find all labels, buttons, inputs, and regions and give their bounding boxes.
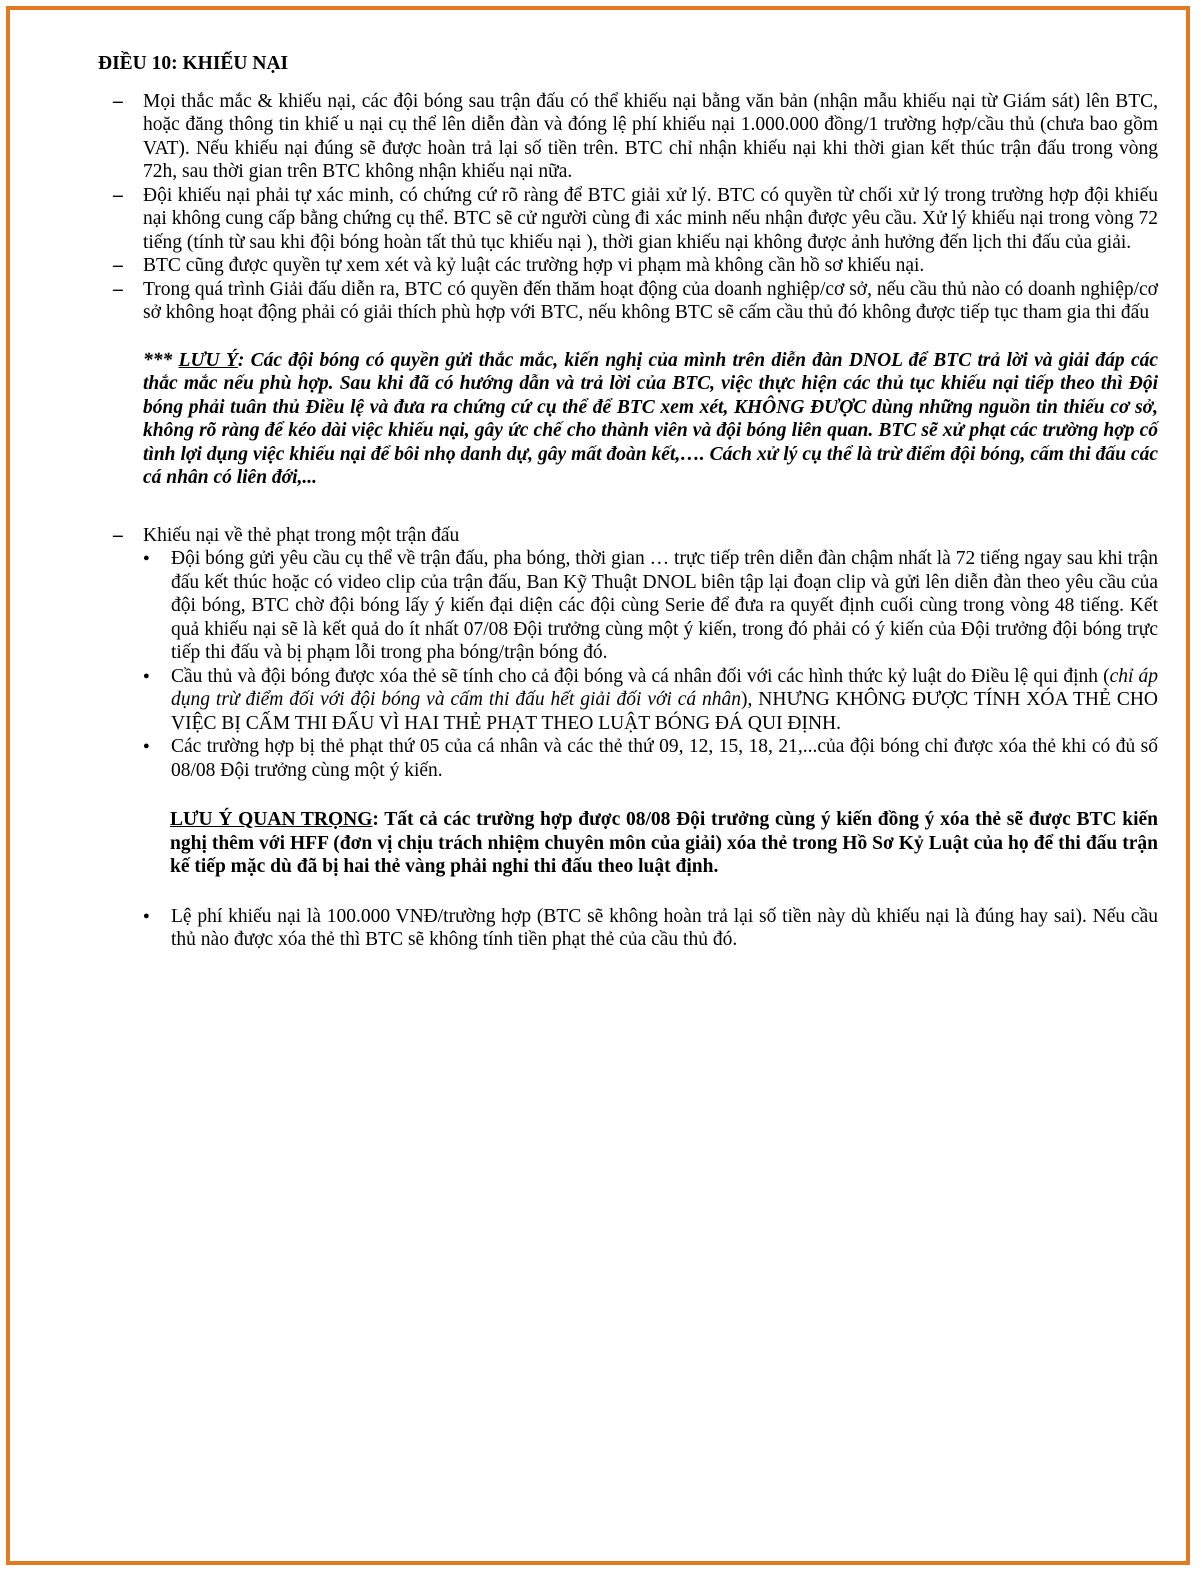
card-section-title: – Khiếu nại về thẻ phạt trong một trận đấu bbox=[98, 524, 1158, 548]
card-complaint-list bbox=[98, 524, 1158, 548]
fee-bullets bbox=[98, 905, 1158, 952]
card-bullets bbox=[98, 547, 1158, 782]
note-paragraph bbox=[143, 349, 1158, 490]
article-heading: ĐIỀU 10: KHIẾU NẠI bbox=[98, 53, 289, 74]
list-item: – Mọi thắc mắc & khiếu nại, các đội bóng sau trận đấu có thể khiếu nại bằng văn bản (nhận mẫu khiếu nại từ Giám sát) lên BTC, hoặc đăng thông tin khiế u nại cụ thể lên diễn đàn và đóng lệ phí khiếu nại 1.000.000 đồng/1 trường hợp/cầu thủ (chưa bao gồm VAT). Nếu khiếu nại đúng sẽ được hoàn trả lại số tiền trên. BTC chỉ nhận khiếu nại khi thời gian kết thúc trận đấu trong vòng 72h, sau thời gian trên BTC không nhận khiếu nại nữa. bbox=[98, 90, 1158, 184]
note-prefix: *** bbox=[143, 349, 179, 371]
note-text: : Các đội bóng có quyền gửi thắc mắc, kiến nghị của mình trên diễn đàn DNOL để BTC trả lời và giải đáp các thắc mắc nếu phù hợp. Sau khi đã có hướng dẫn và trả lời của BTC, việc thực hiện các thủ tục khiếu nại tiếp theo thì Đội bóng phải tuân thủ Điều lệ và đưa ra chứng cứ cụ thể để BTC xem xét, KHÔNG ĐƯỢC dùng những nguồn tin thiếu cơ sở, không rõ ràng để kéo dài việc khiếu nại, gây ức chế cho thành viên và đội bóng liên quan. BTC sẽ xử phạt các trường hợp cố tình lợi dụng việc khiếu nại để bôi nhọ danh dự, gây mất đoàn kết,…. Cách xử lý cụ thể là trừ điểm đội bóng, cấm thi đấu các cá nhân có liên đới,... bbox=[143, 349, 1158, 488]
document-body bbox=[98, 52, 1158, 952]
list-item: ● Các trường hợp bị thẻ phạt thứ 05 của cá nhân và các thẻ thứ 09, 12, 15, 18, 21,...của đội bóng chỉ được xóa thẻ khi có đủ số 08/08 Đội trưởng cùng một ý kiến. bbox=[143, 735, 1158, 782]
list-item: – Trong quá trình Giải đấu diễn ra, BTC có quyền đến thăm hoạt động của doanh nghiệp/cơ sở, nếu cầu thủ nào có doanh nghiệp/cơ sở không hoạt động phải có giải thích phù hợp với BTC, nếu không BTC sẽ cấm cầu thủ đó không được tiếp tục tham gia thi đấu bbox=[98, 278, 1158, 325]
note-label: LƯU Ý bbox=[178, 349, 238, 371]
complaint-rules-list bbox=[98, 90, 1158, 325]
list-item: ● Đội bóng gửi yêu cầu cụ thể về trận đấu, pha bóng, thời gian … trực tiếp trên diễn đàn chậm nhất là 72 tiếng ngay sau khi trận đấu kết thúc hoặc có video clip của trận đấu, Ban Kỹ Thuật DNOL biên tập lại đoạn clip và gửi lên diễn đàn theo yêu cầu của đội bóng, BTC chờ đội bóng lấy ý kiến đại diện các đội cùng Serie để đưa ra quyết định cuối cùng trong vòng 48 tiếng. Kết quả khiếu nại sẽ là kết quả do ít nhất 07/08 Đội trưởng cùng một ý kiến, trong đó phải có ý kiến của Đội trưởng đội bóng trực tiếp thi đấu và bị phạm lỗi trong pha bóng/trận bóng đó. bbox=[143, 547, 1158, 665]
important-note bbox=[170, 808, 1158, 879]
list-item: – BTC cũng được quyền tự xem xét và kỷ luật các trường hợp vi phạm mà không cần hồ sơ khiếu nại. bbox=[98, 254, 1158, 278]
list-item bbox=[143, 665, 1158, 736]
bullet2-italic: chỉ áp dụng trừ điểm đối với đội bóng và cấm thi đấu hết giải đối với cá nhân bbox=[171, 665, 1158, 710]
bullet2-text-b: ), NHƯNG KHÔNG ĐƯỢC TÍNH XÓA THẺ CHO VIỆC BỊ CẤM THI ĐẤU VÌ HAI THẺ PHẠT THEO LUẬT BÓNG ĐÁ QUI ĐỊNH. bbox=[171, 689, 1158, 734]
list-item: – Đội khiếu nại phải tự xác minh, có chứng cứ rõ ràng để BTC giải xử lý. BTC có quyền từ chối xử lý trong trường hợp đội khiếu nại không cung cấp bằng chứng cụ thể. BTC sẽ cử người cùng đi xác minh nếu nhận được yêu cầu. Xử lý khiếu nại trong vòng 72 tiếng (tính từ sau khi đội bóng hoàn tất thủ tục khiếu nại ), thời gian khiếu nại không được ảnh hưởng đến lịch thi đấu của giải. bbox=[98, 184, 1158, 255]
important-text: : Tất cả các trường hợp được 08/08 Đội trưởng cùng ý kiến đồng ý xóa thẻ sẽ được BTC kiến nghị thêm với HFF (đơn vị chịu trách nhiệm chuyên môn của giải) xóa thẻ trong Hồ Sơ Kỷ Luật của họ để thi đấu trận kế tiếp mặc dù đã bị hai thẻ vàng phải nghỉ thi đấu theo luật định. bbox=[170, 809, 1159, 877]
list-item: ● Lệ phí khiếu nại là 100.000 VNĐ/trường hợp (BTC sẽ không hoàn trả lại số tiền này dù khiếu nại là đúng hay sai). Nếu cầu thủ nào được xóa thẻ thì BTC sẽ không tính tiền phạt thẻ của cầu thủ đó. bbox=[143, 905, 1158, 952]
bullet2-text-a: Cầu thủ và đội bóng được xóa thẻ sẽ tính cho cả đội bóng và cá nhân đối với các hình thức kỷ luật do Điều lệ qui định ( bbox=[171, 665, 1110, 687]
important-label: LƯU Ý QUAN TRỌNG bbox=[170, 809, 373, 830]
